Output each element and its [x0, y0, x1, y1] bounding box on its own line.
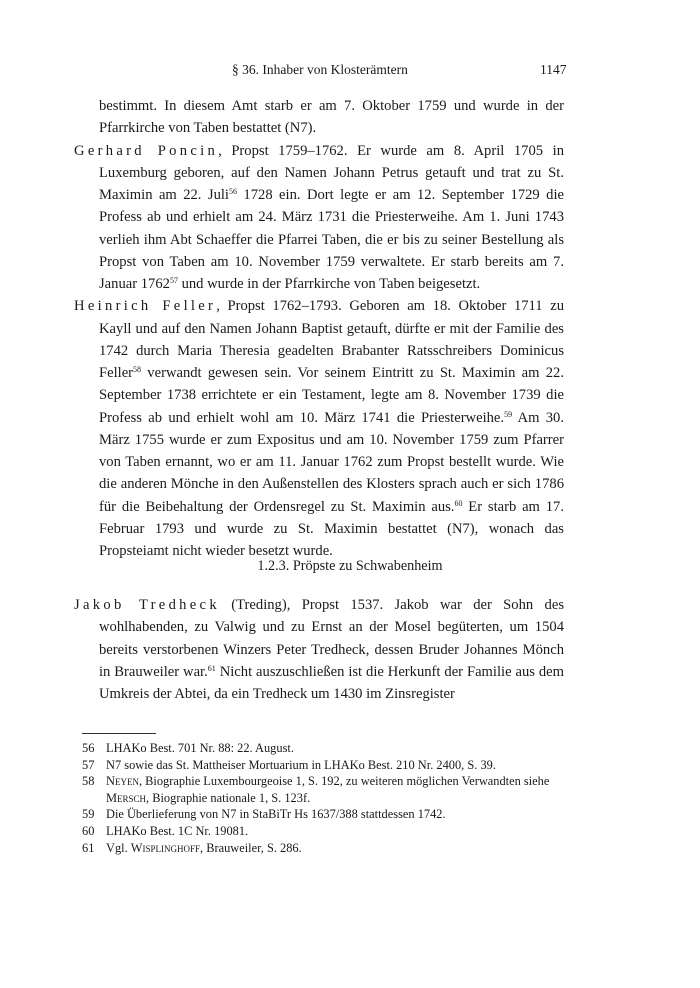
person-name: Gerhard Poncin — [74, 142, 219, 159]
running-header — [0, 62, 700, 82]
entry-feller: Heinrich Feller, Propst 1762–1793. Geboren am 18. Oktober 1711 zu Kayll und auf den Namen Johann Baptist getauft, dürfte er mit der Familie des 1742 durch Maria Theresia geadelten Brabanter Ratsschreibers Dominicus Feller$^{58}$ verwandt gewesen sein. Vor seinem Eintritt zu St. Maximin am 22. September 1738 errichtete er ein Testament, legte am 8. November 1739 die Profess ab und erhielt wohl am 10. März 1741 die Priesterweihe.$^{59}$ Am 30. März 1755 wurde er zum Expositus und am 10. November 1759 zum Pfarrer von Taben ernannt, wo er am 11. Januar 1762 zum Propst bestellt wurde. Wie die anderen Mönche in den Außenstellen des Klosters sprach auch er sich 1786 für die Beibehaltung der Ordensregel zu St. Maximin aus.$^{60}$ Er starb am 17. Februar 1793 und wurde zu St. Maximin bestattet (N7), wonach das Propsteiamt nicht wieder besetzt wurde. — [74, 298, 564, 559]
footnote-divider — [82, 733, 156, 734]
footnote-ref: 57 — [169, 276, 178, 285]
continued-paragraph: bestimmt. In diesem Amt starb er am 7. Oktober 1759 und wurde in der Pfarrkirche von Taben bestattet (N7). — [99, 98, 564, 137]
footnote-text: LHAKo Best. 1C Nr. 19081. — [106, 823, 249, 838]
main-text — [74, 95, 564, 562]
section-heading: 1.2.3. Pröpste zu Schwabenheim — [257, 558, 443, 574]
running-title: § 36. Inhaber von Klosterämtern — [232, 62, 408, 77]
footnote — [82, 773, 572, 806]
main-text-2 — [74, 594, 564, 705]
footnote — [82, 823, 572, 840]
footnote-text: Vgl. Wisplinghoff, Brauweiler, S. 286. — [106, 840, 302, 855]
footnote-number: 61 — [82, 840, 95, 855]
footnote-text: LHAKo Best. 701 Nr. 88: 22. August. — [106, 741, 294, 755]
footnote — [82, 840, 572, 857]
author-name: Wisplinghoff — [130, 840, 201, 855]
entry-poncin: Gerhard Poncin, Propst 1759–1762. Er wurde am 8. April 1705 in Luxemburg geboren, auf den Namen Johann Petrus getauft und trat zu St. Maximin am 22. Juli$^{56}$ 1728 ein. Dort legte er am 12. September 1729 die Profess ab und erhielt am 24. März 1731 die Priesterweihe. Am 1. Juni 1743 verlieh ihm Abt Schaeffer die Pfarrei Taben, die er bis zu seiner Bestellung als Propst von Taben am 10. November 1759 verwaltete. Er starb bereits am 7. Januar 1762$^{57}$ und wurde in der Pfarrkirche von Taben beigesetzt. — [74, 142, 564, 292]
footnotes — [82, 740, 572, 856]
person-name: Jakob Tredheck — [74, 597, 220, 613]
entry-tredheck: Jakob Tredheck (Treding), Propst 1537. Jakob war der Sohn des wohlhabenden, zu Valwig und zu Ernst an der Mosel begüterten, um 1504 bereits verstorbenen Winzers Peter Tredheck, dessen Bruder Johannes Mönch in Brauweiler war.$^{61}$ Nicht auszuschließen ist die Herkunft der Familie aus dem Umkreis der Abtei, da ein Tredheck um 1430 im Zinsregister — [74, 597, 565, 702]
person-name: Heinrich Feller — [74, 298, 217, 315]
author-name: Neyen — [106, 774, 139, 789]
footnote — [82, 757, 572, 774]
footnote-text: Die Überlieferung von N7 in StaBiTr Hs 1637/388 stattdessen 1742. — [106, 807, 446, 822]
footnote-number: 60 — [82, 823, 95, 838]
page-number: 1147 — [540, 62, 567, 77]
footnote-number: 57 — [82, 757, 95, 772]
footnote-ref: 60 — [454, 498, 463, 508]
footnote-number: 58 — [82, 774, 95, 789]
footnote-number: 56 — [82, 741, 95, 755]
footnote-ref: 56 — [228, 187, 237, 196]
footnote-ref: 59 — [504, 409, 513, 419]
author-name: Mersch — [106, 790, 147, 805]
footnote-text: Neyen, Biographie Luxembourgeoise 1, S. 192, zu weiteren möglichen Verwandten siehe Mersch, Biographie nationale 1, S. 123f. — [106, 774, 550, 805]
footnote-number: 59 — [82, 807, 95, 822]
footnote — [82, 806, 572, 823]
footnote-ref: 61 — [207, 663, 216, 673]
footnote-ref: 58 — [133, 365, 142, 374]
footnote-text: N7 sowie das St. Mattheiser Mortuarium in LHAKo Best. 210 Nr. 2400, S. 39. — [106, 757, 496, 772]
footnote — [82, 740, 572, 757]
